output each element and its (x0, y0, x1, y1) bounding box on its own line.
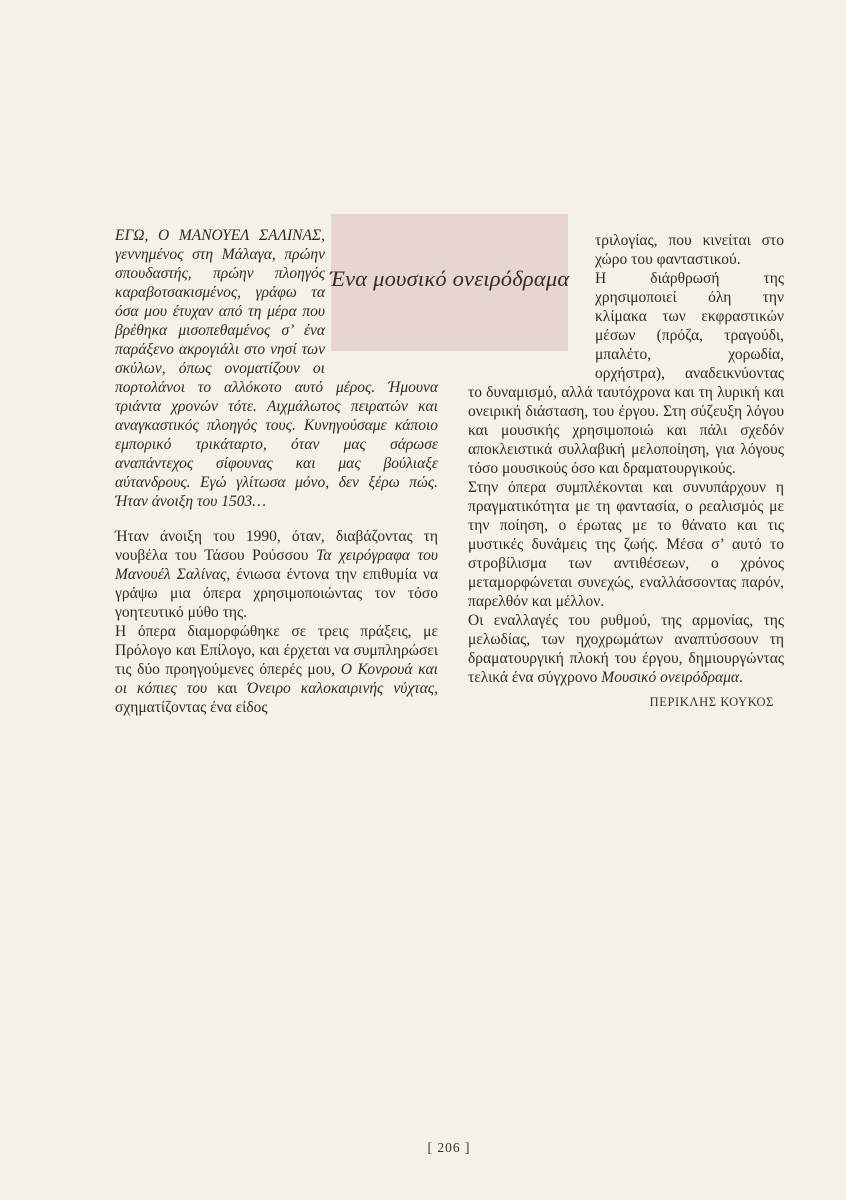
right-paragraph-4: Οι εναλλαγές του ρυθμού, της αρμονίας, της μελωδίας, των ηχοχρωμάτων αναπτύσσουν τη δραματουργική πλοκή του έργου, δημιουργώντας τελικά ένα σύγχρονο Μουσικό ονειρόδραμα. (468, 612, 784, 686)
right-paragraph-2: Η διάρθρωσή της χρησιμοποιεί όλη την κλίμακα των εκφραστικών μέσων (πρόζα, τραγούδι, μπαλέτο, χορωδία, ορχήστρα), αναδεικνύοντας το δυναμισμό, αλλά ταυτόχρονα και τη λυρική και ονειρική διάσταση, του έργου. Στη σύζευξη λόγου και μουσικής χρησιμοποιώ και πάλι σχεδόν αποκλειστικά συλλαβική μελοποίηση, για λόγους τόσο μουσικούς όσο και δραματουργικούς. (468, 270, 784, 477)
page-number: [ 206 ] (427, 1140, 471, 1155)
left-paragraph-1: Ήταν άνοιξη του 1990, όταν, διαβάζοντας τη νουβέλα του Τάσου Ρούσσου Τα χειρόγραφα του Μανουέλ Σαλίνας, ένιωσα έντονα την επιθυμία να γράψω μια όπερα χρησιμοποιώντας τον τόσο γοητευτικό μύθο της. (115, 528, 439, 621)
right-paragraph-3: Στην όπερα συμπλέκονται και συνυπάρχουν η πραγματικότητα με τη φαντασία, ο ρεαλισμός με την ποίηση, ο έρωτας με το θάνατο και τις μυστικές δυνάμεις της ζωής. Μέσα σ’ αυτό το στροβίλισμα των αντιθέσεων, ο χρόνος μεταμορφώνεται συνεχώς, εναλλάσσοντας παρόν, παρελθόν και μέλλον. (468, 479, 784, 610)
title-box-spacer (468, 231, 595, 365)
right-paragraph-1: τριλογίας, που κινείται στο χώρο του φανταστικού. (595, 232, 784, 268)
left-column (115, 226, 438, 717)
author-signature: ΠΕΡΙΚΛΗΣ ΚΟΥΚΟΣ (649, 695, 774, 709)
left-paragraph-2: Η όπερα διαμορφώθηκε σε τρεις πράξεις, με Πρόλογο και Επίλογο, και έρχεται να συμπληρώσει τις δύο προηγούμενες όπερές μου, Ο Κονρουά και οι κόπιες του και Όνειρο καλοκαιρινής νύχτας, σχηματίζοντας ένα είδος (115, 623, 438, 716)
right-column (468, 231, 784, 712)
title-box-spacer (325, 226, 438, 360)
article-title: Ένα μουσικό ονειρόδραμα (329, 265, 570, 291)
opening-quote-paragraph: ΕΓΩ, Ο ΜΑΝΟΥΕΛ ΣΑΛΙΝΑΣ, γεννημένος στη Μάλαγα, πρώην σπουδαστής, πρώην πλοηγός καραβοτσακισμένος, γράφω τα όσα μου έτυχαν από τη μέρα που βρέθηκα μισοπεθαμένος σ’ ένα παράξενο ακρογιάλι στο νησί των σκύλων, όπως ονοματίζουν οι πορτολάνοι το αλλόκοτο αυτό μέρος. Ήμουνα τριάντα χρονών τότε. Αιχμάλωτος πειρατών και αναγκαστικός πλοηγός τους. Κυνηγούσαμε κάποιο εμπορικό τρικάταρτο, όταν μας σάρωσε αναπάντεχος σίφουνας και μας βούλιαξε αύτανδρους. Εγώ γλίτωσα μόνο, δεν ξέρω πώς. Ήταν άνοιξη του 1503… (115, 227, 438, 510)
